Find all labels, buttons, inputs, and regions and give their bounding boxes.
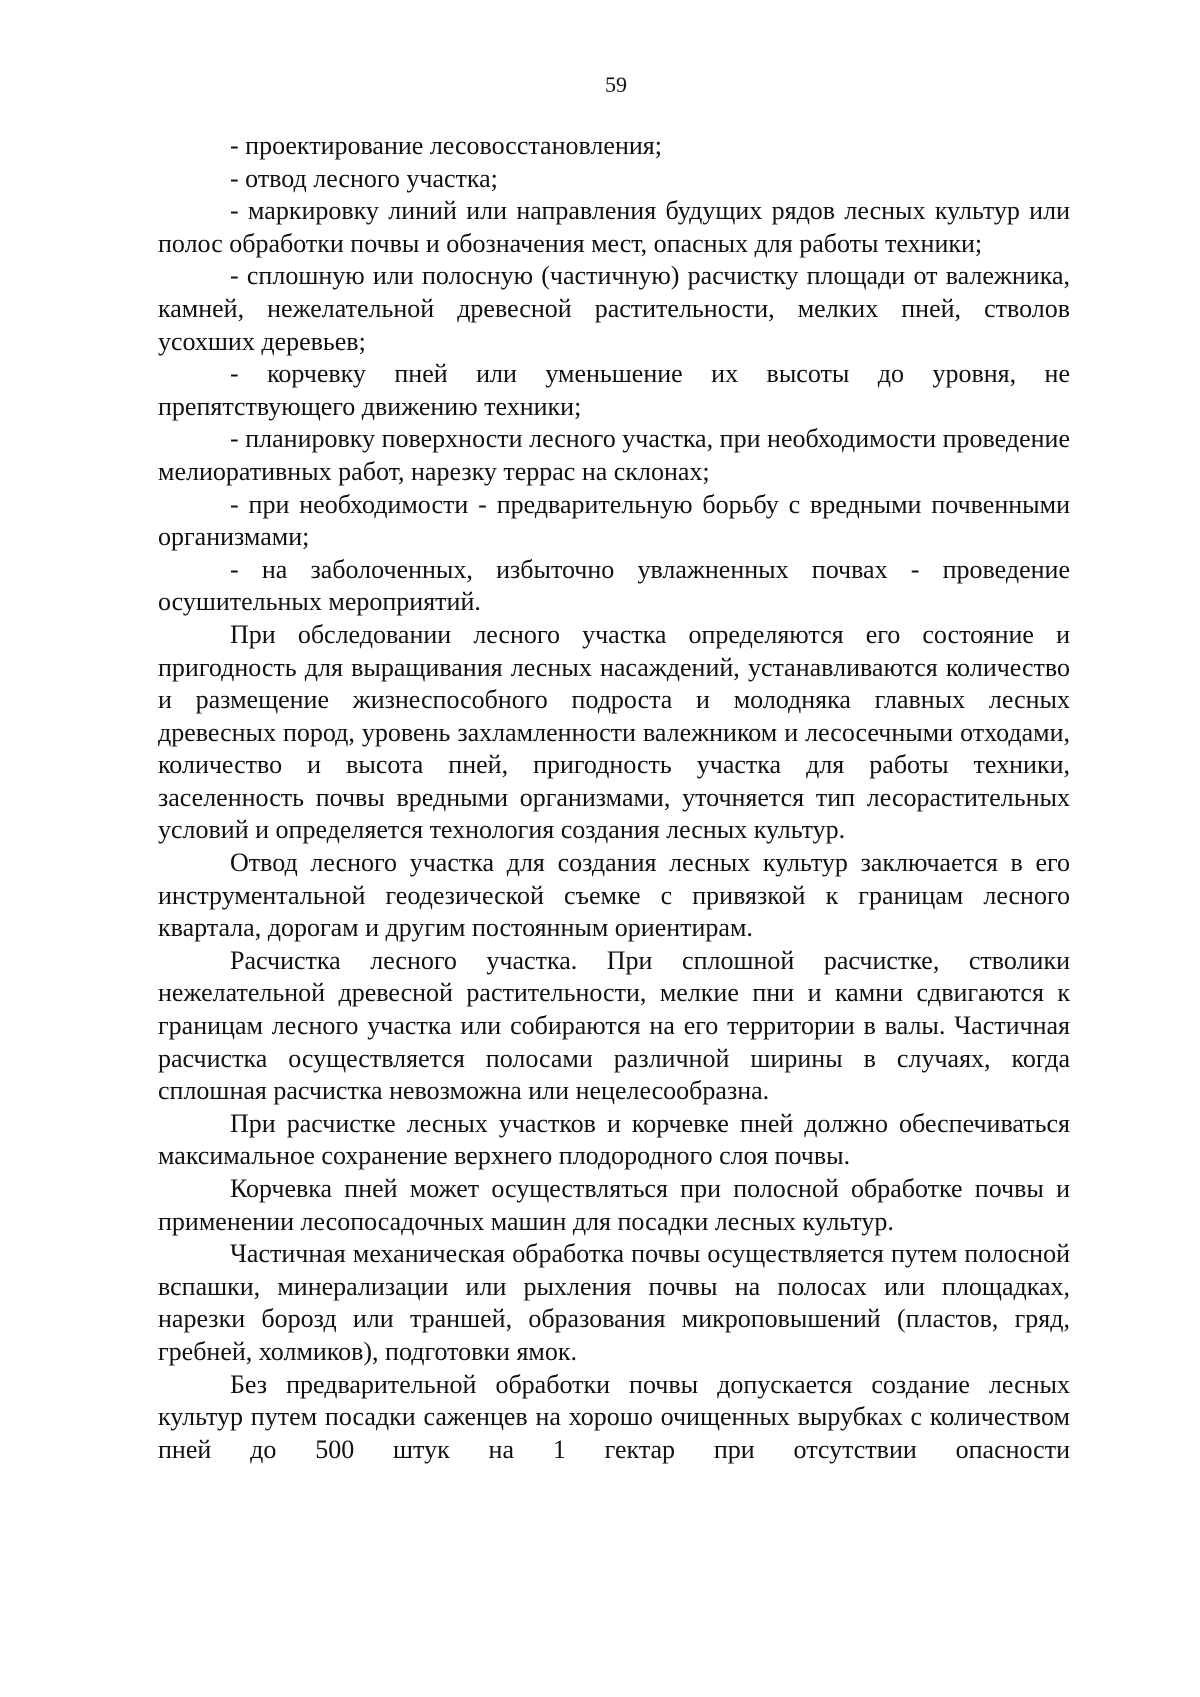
list-item: - отвод лесного участка; bbox=[230, 163, 498, 193]
list-item: - корчевку пней или уменьшение их высоты до уровня, не препятствующего движению техники; bbox=[158, 359, 1070, 421]
list-item: - маркировку линий или направления будущих рядов лесных культур или полос обработки почвы и обозначения мест, опасных для работы техники; bbox=[158, 196, 1070, 258]
list-item: - при необходимости - предварительную борьбу с вредными почвенными организмами; bbox=[158, 489, 1070, 552]
list-item: - планировку поверхности лесного участка, при необходимости проведение мелиоративных работ, нарезку террас на склонах; bbox=[158, 424, 1070, 486]
page-number: 59 bbox=[605, 72, 627, 97]
paragraph: Отвод лесного участка для создания лесных культур заключается в его инструментальной геодезической съемке с привязкой к границам лесного квартала, дорогам и другим постоянным ориентирам. bbox=[158, 848, 1070, 943]
list-item: - сплошную или полосную (частичную) расчистку площади от валежника, камней, нежелательной древесной растительности, мелких пней, стволов усохших деревьев; bbox=[158, 261, 1070, 356]
list-item: - проектирование лесовосстановления; bbox=[230, 131, 662, 160]
paragraph: Без предварительной обработки почвы допускается создание лесных культур путем посадки саженцев на хорошо очищенных вырубках с количеством пней до 500 штук на 1 гектар при отсутствии опасности bbox=[158, 1369, 1070, 1464]
paragraph: Частичная механическая обработка почвы осуществляется путем полосной вспашки, минерализации или рыхления почвы на полосах или площадках, нарезки борозд или траншей, образования микроповышений (пластов, гряд, гребней, холмиков), подготовки ямок. bbox=[158, 1239, 1070, 1366]
body-text bbox=[158, 130, 1070, 1466]
paragraph: Расчистка лесного участка. При сплошной расчистке, стволики нежелательной древесной растительности, мелкие пни и камни сдвигаются к границам лесного участка или собираются на его территории в валы. Частичная расчистка осуществляется полосами различной ширины в случаях, когда сплошная расчистка невозможна или нецелесообразна. bbox=[158, 945, 1070, 1106]
paragraph: Корчевка пней может осуществляться при полосной обработке почвы и применении лесопосадочных машин для посадки лесных культур. bbox=[158, 1174, 1070, 1236]
paragraph: При обследовании лесного участка определяются его состояние и пригодность для выращивания лесных насаждений, устанавливаются количество и размещение жизнеспособного подроста и молодняка главных лесных древесных пород, уровень захламленности валежником и лесосечными отходами, количество и высота пней, пригодность участка для работы техники, заселенность почвы вредными организмами, уточняется тип лесорастительных условий и определяется технология создания лесных культур. bbox=[158, 619, 1070, 845]
paragraph: При расчистке лесных участков и корчевке пней должно обеспечиваться максимальное сохранение верхнего плодородного слоя почвы. bbox=[158, 1108, 1070, 1171]
list-item: - на заболоченных, избыточно увлажненных почвах - проведение осушительных мероприятий. bbox=[158, 554, 1070, 617]
